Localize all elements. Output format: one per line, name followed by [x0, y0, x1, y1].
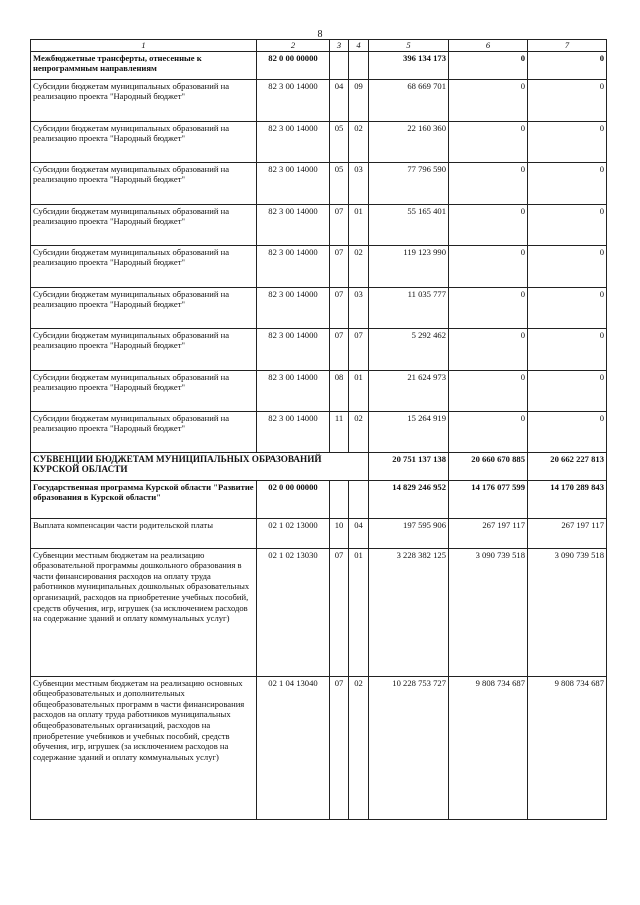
- row-amount-year3: 0: [528, 370, 607, 411]
- row-subsection: 01: [349, 370, 369, 411]
- table-row: [31, 287, 607, 328]
- header-col-1: 1: [31, 40, 257, 52]
- row-amount-year3: 0: [528, 287, 607, 328]
- row-name: Выплата компенсации части родительской платы: [31, 518, 257, 548]
- row-amount-year1: 21 624 973: [369, 370, 449, 411]
- row-subsection: 04: [349, 518, 369, 548]
- row-name: Субсидии бюджетам муниципальных образований на реализацию проекта "Народный бюджет": [31, 411, 257, 452]
- row-amount-year2: 0: [449, 204, 528, 245]
- table-row: [31, 676, 607, 819]
- page-number: 8: [317, 29, 323, 40]
- row-name: Субсидии бюджетам муниципальных образований на реализацию проекта "Народный бюджет": [31, 245, 257, 287]
- row-amount-year1: 396 134 173: [369, 51, 449, 79]
- row-amount-year2: 0: [449, 245, 528, 287]
- row-amount-year3: 0: [528, 51, 607, 79]
- row-code: 82 3 00 14000: [257, 204, 330, 245]
- row-name: Субвенции местным бюджетам на реализацию основных общеобразовательных и дополнительных общеобразовательных программ в части финансирования расходов на оплату труда работников муниципальных общеобразовательных организаций, расходов на приобретение учебников и учебных пособий, средств обучения, игр, игрушек (за исключением расходов на содержание зданий и оплату коммунальных услуг): [31, 676, 257, 819]
- row-amount-year3: 9 808 734 687: [528, 676, 607, 819]
- row-code: 82 3 00 14000: [257, 328, 330, 370]
- row-code: 02 1 04 13040: [257, 676, 330, 819]
- row-amount-year1: 119 123 990: [369, 245, 449, 287]
- row-amount-year3: 14 170 289 843: [528, 480, 607, 518]
- table-row: [31, 370, 607, 411]
- row-amount-year3: 267 197 117: [528, 518, 607, 548]
- header-col-5: 5: [369, 40, 449, 52]
- row-amount-year2: 0: [449, 51, 528, 79]
- header-col-7: 7: [528, 40, 607, 52]
- row-amount-year1: 5 292 462: [369, 328, 449, 370]
- row-section: 10: [330, 518, 349, 548]
- row-section: 07: [330, 287, 349, 328]
- row-section: 08: [330, 370, 349, 411]
- row-name: Субсидии бюджетам муниципальных образований на реализацию проекта "Народный бюджет": [31, 79, 257, 121]
- row-amount-year1: 20 751 137 138: [369, 452, 449, 480]
- row-subsection: [349, 480, 369, 518]
- row-subsection: 03: [349, 162, 369, 204]
- row-code: 82 3 00 14000: [257, 370, 330, 411]
- row-amount-year2: 20 660 670 885: [449, 452, 528, 480]
- row-amount-year1: 14 829 246 952: [369, 480, 449, 518]
- row-section: [330, 51, 349, 79]
- row-section: 07: [330, 204, 349, 245]
- table-row: [31, 411, 607, 452]
- row-amount-year2: 0: [449, 79, 528, 121]
- row-amount-year1: 15 264 919: [369, 411, 449, 452]
- header-col-3: 3: [330, 40, 349, 52]
- budget-table: [30, 39, 607, 820]
- row-name: Субсидии бюджетам муниципальных образований на реализацию проекта "Народный бюджет": [31, 370, 257, 411]
- table-row: [31, 245, 607, 287]
- row-subsection: 02: [349, 676, 369, 819]
- table-row: [31, 162, 607, 204]
- row-amount-year2: 0: [449, 411, 528, 452]
- row-code: 82 3 00 14000: [257, 287, 330, 328]
- row-amount-year1: 68 669 701: [369, 79, 449, 121]
- row-name: Государственная программа Курской области "Развитие образования в Курской области": [31, 480, 257, 518]
- header-row: [31, 40, 607, 52]
- row-section: 07: [330, 328, 349, 370]
- table-row: [31, 518, 607, 548]
- row-subsection: [349, 51, 369, 79]
- row-amount-year1: 11 035 777: [369, 287, 449, 328]
- row-section: 05: [330, 162, 349, 204]
- row-amount-year2: 14 176 077 599: [449, 480, 528, 518]
- row-code: 02 0 00 00000: [257, 480, 330, 518]
- row-subsection: 02: [349, 245, 369, 287]
- row-section: 11: [330, 411, 349, 452]
- row-amount-year1: 22 160 360: [369, 121, 449, 162]
- row-section: 04: [330, 79, 349, 121]
- row-amount-year3: 0: [528, 79, 607, 121]
- table-row: [31, 480, 607, 518]
- row-section: 05: [330, 121, 349, 162]
- row-subsection: 02: [349, 121, 369, 162]
- row-code: 02 1 02 13000: [257, 518, 330, 548]
- row-amount-year3: 3 090 739 518: [528, 548, 607, 676]
- row-amount-year1: 55 165 401: [369, 204, 449, 245]
- row-name: Субсидии бюджетам муниципальных образований на реализацию проекта "Народный бюджет": [31, 328, 257, 370]
- row-code: 82 3 00 14000: [257, 162, 330, 204]
- row-amount-year2: 3 090 739 518: [449, 548, 528, 676]
- row-amount-year3: 0: [528, 245, 607, 287]
- row-code: 82 3 00 14000: [257, 411, 330, 452]
- row-subsection: 02: [349, 411, 369, 452]
- row-amount-year2: 267 197 117: [449, 518, 528, 548]
- row-code: 02 1 02 13030: [257, 548, 330, 676]
- row-amount-year2: 0: [449, 287, 528, 328]
- row-subsection: 01: [349, 548, 369, 676]
- table-row: [31, 51, 607, 79]
- header-col-4: 4: [349, 40, 369, 52]
- row-name: Субсидии бюджетам муниципальных образований на реализацию проекта "Народный бюджет": [31, 204, 257, 245]
- row-amount-year2: 0: [449, 162, 528, 204]
- header-col-6: 6: [449, 40, 528, 52]
- row-section: 07: [330, 548, 349, 676]
- row-name: Субсидии бюджетам муниципальных образований на реализацию проекта "Народный бюджет": [31, 121, 257, 162]
- row-code: 82 3 00 14000: [257, 121, 330, 162]
- row-section: [330, 480, 349, 518]
- row-amount-year3: 0: [528, 121, 607, 162]
- table-row: [31, 204, 607, 245]
- row-code: 82 3 00 14000: [257, 79, 330, 121]
- row-amount-year2: 0: [449, 121, 528, 162]
- row-amount-year2: 0: [449, 370, 528, 411]
- row-amount-year2: 0: [449, 328, 528, 370]
- section-row: [31, 452, 607, 480]
- row-amount-year3: 0: [528, 204, 607, 245]
- row-amount-year1: 77 796 590: [369, 162, 449, 204]
- row-name: Субсидии бюджетам муниципальных образований на реализацию проекта "Народный бюджет": [31, 287, 257, 328]
- table-row: [31, 79, 607, 121]
- row-amount-year3: 0: [528, 411, 607, 452]
- row-section: 07: [330, 245, 349, 287]
- row-name: Межбюджетные трансферты, отнесенные к непрограммным направлениям: [31, 51, 257, 79]
- section-title: СУБВЕНЦИИ БЮДЖЕТАМ МУНИЦИПАЛЬНЫХ ОБРАЗОВАНИЙ КУРСКОЙ ОБЛАСТИ: [31, 452, 369, 480]
- row-subsection: 07: [349, 328, 369, 370]
- header-col-2: 2: [257, 40, 330, 52]
- row-name: Субсидии бюджетам муниципальных образований на реализацию проекта "Народный бюджет": [31, 162, 257, 204]
- table-row: [31, 121, 607, 162]
- row-amount-year1: 10 228 753 727: [369, 676, 449, 819]
- row-amount-year1: 197 595 906: [369, 518, 449, 548]
- row-subsection: 09: [349, 79, 369, 121]
- row-name: Субвенции местным бюджетам на реализацию образовательной программы дошкольного образования в части финансирования расходов на оплату труда работников муниципальных дошкольных образовательных организаций, расходов на приобретение учебных пособий, средств обучения, игр, игрушек (за исключением расходов на содержание зданий и оплату коммунальных услуг): [31, 548, 257, 676]
- row-code: 82 0 00 00000: [257, 51, 330, 79]
- row-amount-year3: 0: [528, 162, 607, 204]
- table-row: [31, 328, 607, 370]
- row-section: 07: [330, 676, 349, 819]
- row-amount-year3: 20 662 227 813: [528, 452, 607, 480]
- row-amount-year1: 3 228 382 125: [369, 548, 449, 676]
- table-row: [31, 548, 607, 676]
- row-subsection: 03: [349, 287, 369, 328]
- row-code: 82 3 00 14000: [257, 245, 330, 287]
- row-amount-year2: 9 808 734 687: [449, 676, 528, 819]
- row-subsection: 01: [349, 204, 369, 245]
- row-amount-year3: 0: [528, 328, 607, 370]
